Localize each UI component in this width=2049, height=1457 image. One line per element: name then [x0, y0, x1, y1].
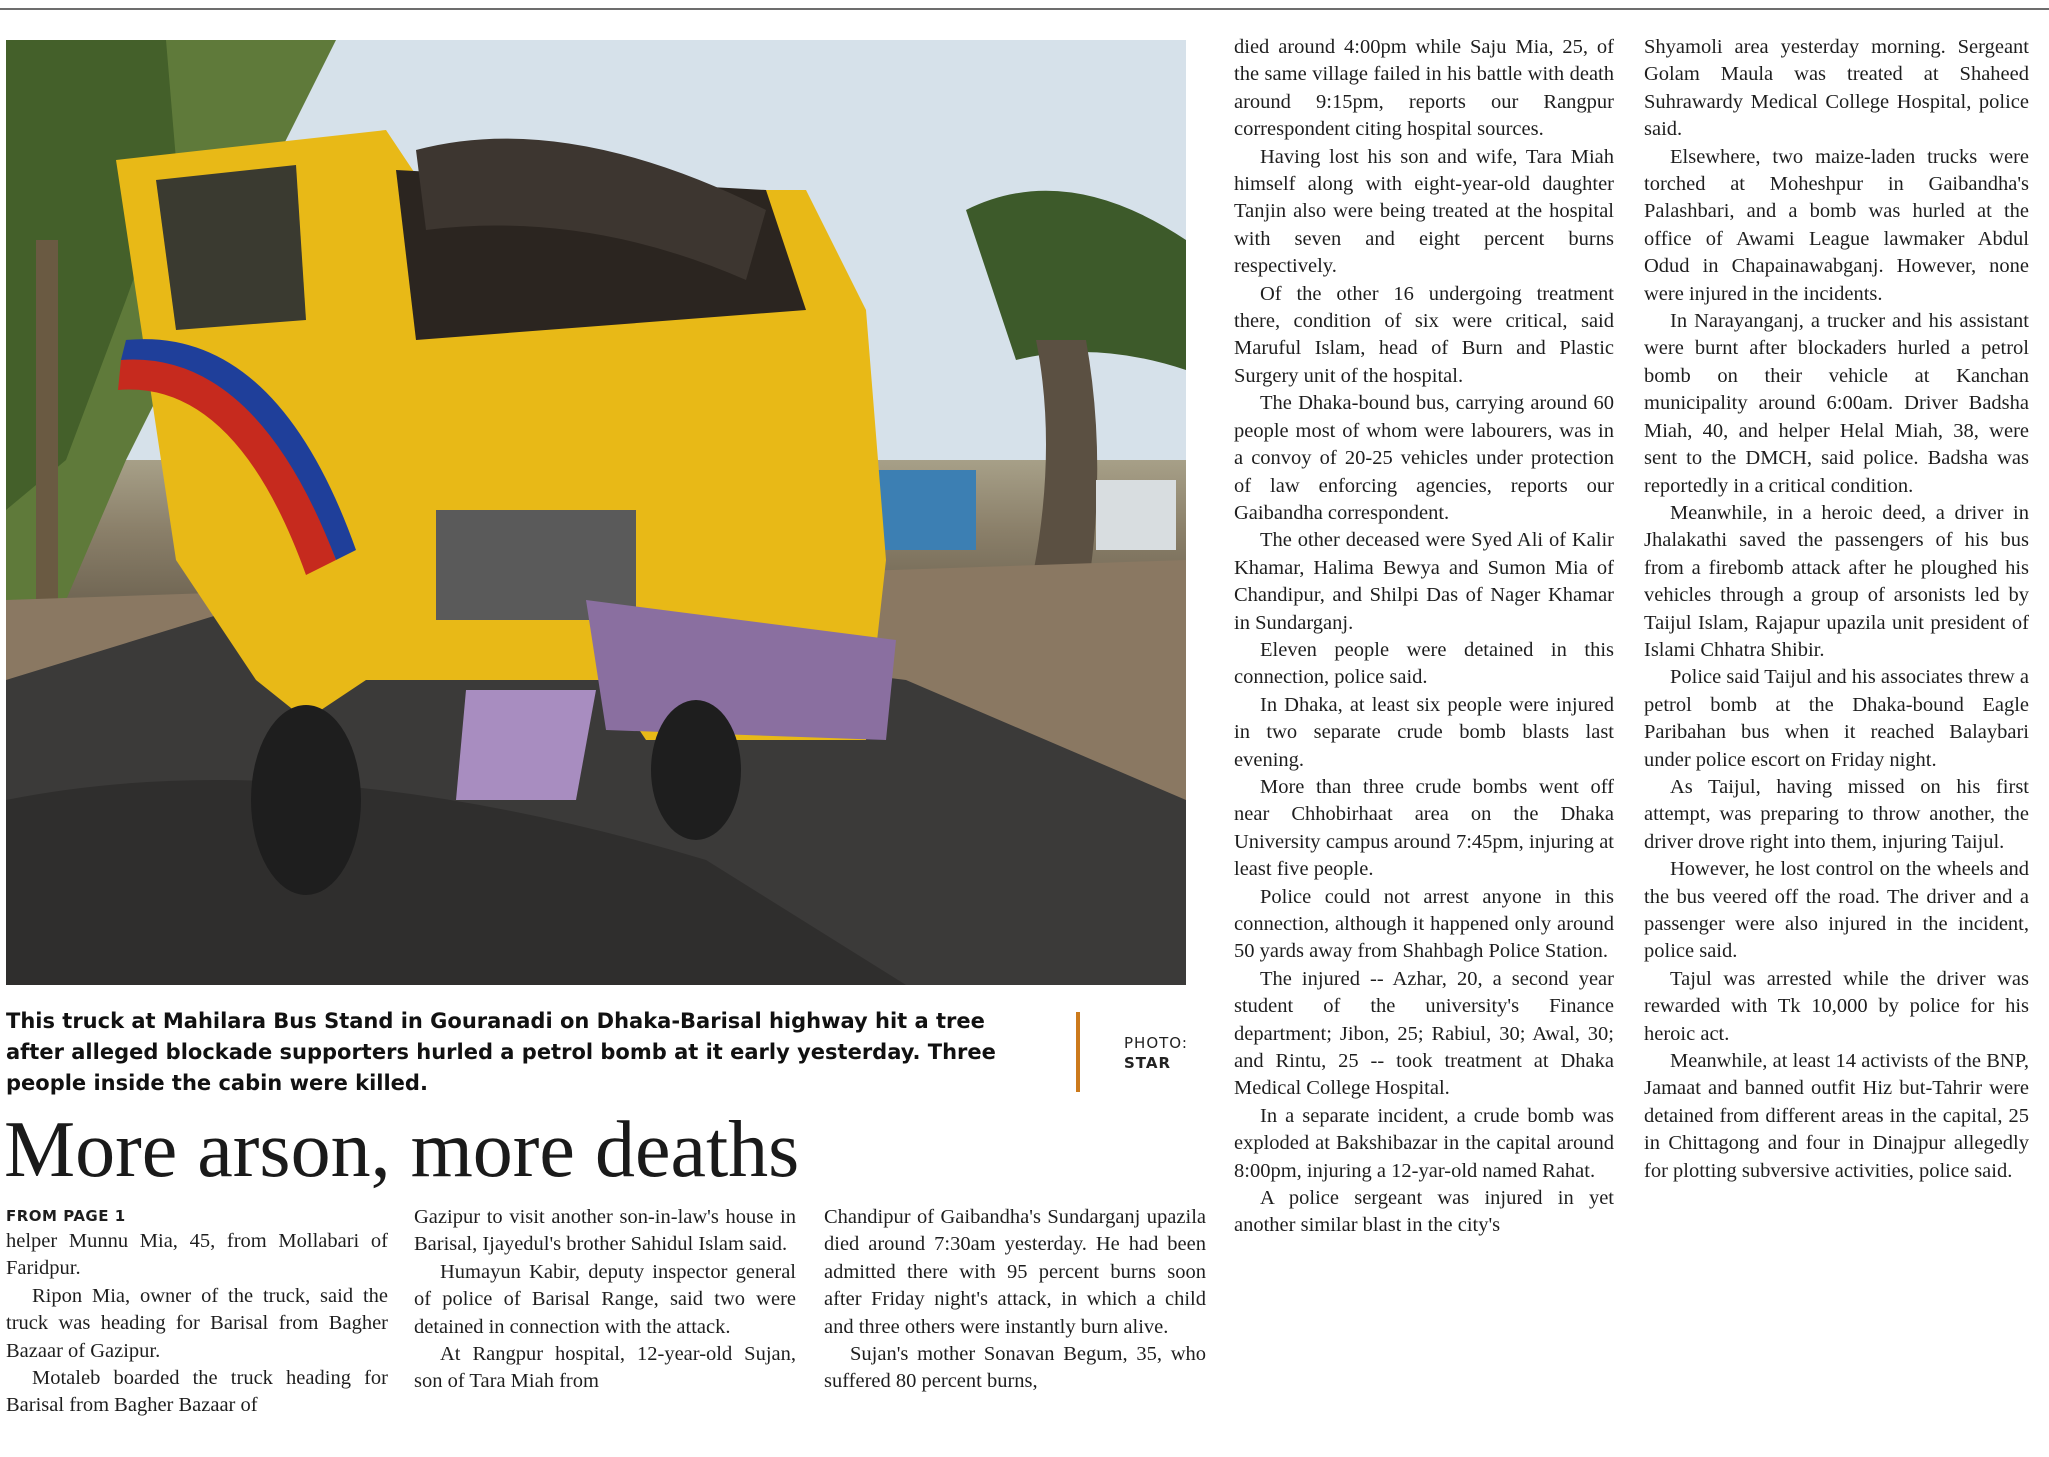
- paragraph: Tajul was arrested while the driver was rewarded with Tk 10,000 by police for his heroic act.: [1644, 967, 2029, 1045]
- paragraph: died around 4:00pm while Saju Mia, 25, of the same village failed in his battle with death around 9:15pm, reports our Rangpur correspondent citing hospital sources.: [1234, 36, 1614, 141]
- paragraph: Police could not arrest anyone in this connection, although it happened only around 50 yards away from Shahbagh Police Station.: [1234, 885, 1614, 963]
- photo-credit-source: STAR: [1124, 1054, 1172, 1072]
- paragraph: helper Munnu Mia, 45, from Mollabari of Faridpur.: [6, 1230, 388, 1280]
- top-rule: [0, 8, 2049, 10]
- article-column-2: [414, 1204, 796, 1396]
- caption-divider: [1076, 1012, 1080, 1092]
- paragraph: Meanwhile, in a heroic deed, a driver in Jhalakathi saved the passengers of his bus from a firebomb attack after he ploughed his vehicles through a group of arsonists led by Taijul Islam, Rajapur upazila unit president of Islami Chhatra Shibir.: [1644, 501, 2029, 661]
- paragraph: A police sergeant was injured in yet another similar blast in the city's: [1234, 1187, 1614, 1237]
- photo-credit: [1124, 1033, 1188, 1073]
- jump-label: FROM PAGE 1: [6, 1207, 126, 1225]
- paragraph: Having lost his son and wife, Tara Miah himself along with eight-year-old daughter Tanjin also were being treated at the hospital with seven and eight percent burns respectively.: [1234, 145, 1614, 278]
- headline: More arson, more deaths: [4, 1106, 800, 1194]
- photo-credit-label: PHOTO:: [1124, 1034, 1188, 1052]
- paragraph: In a separate incident, a crude bomb was exploded at Bakshibazar in the capital around 8:00pm, injuring a 12-yar-old named Rahat.: [1234, 1104, 1614, 1182]
- paragraph: The Dhaka-bound bus, carrying around 60 people most of whom were labourers, was in a convoy of 20-25 vehicles under protection of law enforcing agencies, reports our Gaibandha correspondent.: [1234, 392, 1614, 524]
- paragraph: However, he lost control on the wheels and the bus veered off the road. The driver and a passenger were also injured in the incident, police said.: [1644, 858, 2029, 963]
- paragraph: Elsewhere, two maize-laden trucks were torched at Moheshpur in Gaibandha's Palashbari, and a bomb was hurled at the office of Awami League lawmaker Abdul Odud in Chapainawabganj. However, none were injured in the incidents.: [1644, 145, 2029, 305]
- article-column-3: [824, 1204, 1206, 1396]
- paragraph: Police said Taijul and his associates threw a petrol bomb at the Dhaka-bound Eagle Paribahan bus when it reached Balaybari under police escort on Friday night.: [1644, 666, 2029, 771]
- paragraph: Humayun Kabir, deputy inspector general of police of Barisal Range, said two were detained in connection with the attack.: [414, 1260, 796, 1338]
- paragraph: Shyamoli area yesterday morning. Sergeant Golam Maula was treated at Shaheed Suhrawardy Medical College Hospital, police said.: [1644, 36, 2029, 141]
- news-photo: [6, 40, 1186, 985]
- paragraph: Chandipur of Gaibandha's Sundarganj upazila died around 7:30am yesterday. He had been admitted there with 95 percent burns soon after Friday night's attack, in which a child and three others were instantly burn alive.: [824, 1206, 1206, 1338]
- paragraph: The other deceased were Syed Ali of Kalir Khamar, Halima Bewya and Sumon Mia of Chandipur, and Shilpi Das of Nager Khamar in Sundarganj.: [1234, 529, 1614, 634]
- paragraph: As Taijul, having missed on his first attempt, was preparing to throw another, the driver drove right into them, injuring Taijul.: [1644, 775, 2029, 853]
- article-column-1: [6, 1204, 388, 1420]
- paragraph: Ripon Mia, owner of the truck, said the truck was heading for Barisal from Bagher Bazaar of Gazipur.: [6, 1284, 388, 1362]
- paragraph: Gazipur to visit another son-in-law's house in Barisal, Ijayedul's brother Sahidul Islam said.: [414, 1206, 796, 1256]
- paragraph: At Rangpur hospital, 12-year-old Sujan, son of Tara Miah from: [414, 1343, 796, 1393]
- paragraph: Of the other 16 undergoing treatment there, condition of six were critical, said Maruful Islam, head of Burn and Plastic Surgery unit of the hospital.: [1234, 282, 1614, 387]
- paragraph: More than three crude bombs went off near Chhobirhaat area on the Dhaka University campus around 7:45pm, injuring at least five people.: [1234, 775, 1614, 881]
- paragraph: The injured -- Azhar, 20, a second year student of the university's Finance department; Jibon, 25; Rabiul, 30; Awal, 30; and Rintu, 25 -- took treatment at Dhaka Medical College Hospital.: [1234, 967, 1614, 1100]
- photo-caption: This truck at Mahilara Bus Stand in Gouranadi on Dhaka-Barisal highway hit a tree after alleged blockade supporters hurled a petrol bomb at it early yesterday. Three people inside the cabin were killed.: [6, 1009, 996, 1095]
- paragraph: In Dhaka, at least six people were injured in two separate crude bomb blasts last evening.: [1234, 693, 1614, 771]
- paragraph: In Narayanganj, a trucker and his assistant were burnt after blockaders hurled a petrol bomb on their vehicle at Kanchan municipality around 6:00am. Driver Badsha Miah, 40, and helper Helal Miah, 38, were sent to the DMCH, said police. Badsha was reportedly in a critical condition.: [1644, 310, 2029, 497]
- article-column-4: [1234, 34, 1614, 1240]
- paragraph: Sujan's mother Sonavan Begum, 35, who suffered 80 percent burns,: [824, 1343, 1206, 1393]
- paragraph: Motaleb boarded the truck heading for Barisal from Bagher Bazaar of: [6, 1367, 388, 1417]
- paragraph: Eleven people were detained in this connection, police said.: [1234, 638, 1614, 689]
- paragraph: Meanwhile, at least 14 activists of the BNP, Jamaat and banned outfit Hiz but-Tahrir were detained from different areas in the capital, 25 in Chittagong and four in Dinajpur allegedly for plotting subversive activities, police said.: [1644, 1050, 2029, 1182]
- article-column-5: [1644, 34, 2029, 1185]
- photo-of-burnt-truck-icon: [6, 40, 1186, 985]
